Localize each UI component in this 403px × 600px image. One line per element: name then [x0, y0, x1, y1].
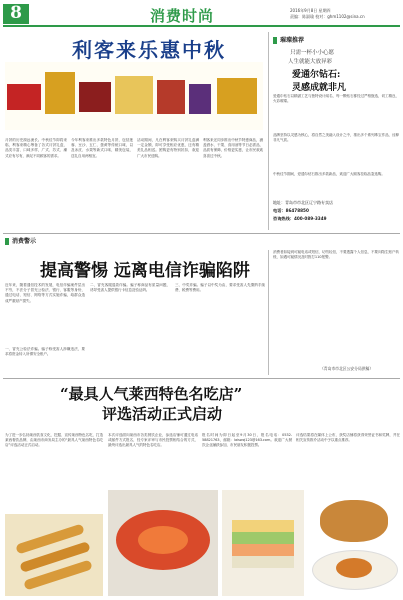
mooncake-box-4: [115, 76, 153, 114]
warning-tag-marker: [5, 238, 9, 245]
section-divider-1: [3, 233, 400, 234]
article2-column-divider: [268, 250, 269, 375]
right-contact-1: 地址：青岛市市北区辽宁路专卖店: [273, 200, 333, 205]
spring-rolls-photo: [5, 514, 103, 596]
right-para-3: 中秋佳节期间，爱通尔钻石推出多款新品，欢迎广大顾客莅临品鉴选购。: [273, 172, 385, 176]
fried-balls: [320, 500, 388, 542]
cake-layer-3: [232, 544, 294, 556]
mooncake-box-6: [189, 84, 211, 114]
article1-para-3: 活动期间，凡在利客来购买月饼礼盒满一定金额，即可享受相应优惠，还有精美礼品相送。团购更有特别折扣，欢迎广大市民选购。: [137, 138, 199, 158]
header-rule: [3, 25, 400, 27]
right-tag: 璀璨推荐: [280, 37, 305, 44]
right-column-divider: [268, 32, 269, 230]
article3-para-2: 本次评选面向莱西市各类餐饮企业，参选店铺可通过电话或邮件方式报名，经专家评审与市民投票相结合的方式，最终评选出最具人气的特色名吃店。: [108, 433, 198, 448]
shrimp-garnish: [138, 526, 188, 554]
fried-dish-garnish: [336, 558, 372, 578]
article2-para-1: 近年来，随着通信技术的发展，电信诈骗案件层出不穷，不法分子冒充公检法、银行、客服等身份，通过电话、短信、网络等方式实施诈骗，给群众造成严重财产损失。: [5, 283, 85, 303]
article2-para-5: 消费者如接到可疑电话或短信，切勿轻信，不要透露个人信息，不要向陌生账户转账，如遇可疑情况及时拨打110报警。: [273, 250, 399, 260]
cake-layer-1: [232, 520, 294, 532]
right-tag-marker: [273, 37, 277, 44]
section-title: 消费时尚: [150, 7, 215, 25]
article2-para-2: 一、冒充公检法诈骗。骗子称受害人涉嫌违法，要求将资金转入所谓安全账户。: [5, 347, 85, 357]
article1-para-2: 今年利客来推出多款特色月饼，包括莲蓉、豆沙、五仁、蛋黄等传统口味，以及冰皮、水果等新式口味，精美包装，送礼自用两相宜。: [71, 138, 133, 158]
right-headline-1: 爱通尔钻石:: [292, 70, 341, 80]
right-para-1: 爱通尔钻石以精湛工艺与独特设计闻名，每一颗钻石都经过严格甄选，切工精良，火彩璀璨。: [273, 94, 399, 104]
article1-para-4: 利客来还同步推出中秋节特惠商品，涵盖酒水、干果、食用油等节日必需品，品质有保障，价格更实惠，让市民欢欢喜喜过中秋。: [203, 138, 263, 158]
article3-para-4: 评选结果将在媒体上公布，获奖店铺将获得荣誉证书和奖牌，并在相关宣传推介活动中予以重点推荐。: [296, 433, 400, 443]
article2-source: （青岛市市北区公安分局供稿）: [320, 366, 374, 371]
header-editor: 责编：陈淑瑜 校对：ghm1102@sina.cn: [290, 14, 365, 19]
right-headline-2: 灵感成就非凡: [292, 83, 347, 93]
article3-headline-2: 评选活动正式启动: [102, 405, 223, 423]
article3-para-1: 为了进一步弘扬莱西饮食文化，挖掘、宣传莱西特色名吃，打造莱西餐饮品牌，由莱西市商务局主办的“最具人气莱西特色名吃店”评选活动正式启动。: [5, 433, 103, 448]
article2-para-4: 三、中奖诈骗。骗子以中奖为由，要求受害人先缴纳手续费、税费等费用。: [175, 283, 265, 293]
article3-para-3: 报名时间为即日起至9月30日，报名电话：0532-58821763，邮箱：laiswzj123@163.com。欢迎广大餐饮企业踊跃参加，市民朋友积极投票。: [202, 433, 292, 448]
right-contact-2: 电话：86478850: [273, 208, 309, 213]
mooncake-box-5: [157, 80, 185, 114]
mooncake-box-2: [45, 72, 75, 114]
article1-headline: 利客来乐惠中秋: [72, 38, 226, 62]
mooncake-box-1: [7, 84, 41, 110]
right-contact-3: 咨询热线：400-089-3349: [273, 216, 327, 221]
shrimp-dish-photo: [108, 490, 218, 596]
fried-dish-photo: [308, 490, 400, 596]
article3-headline-1: “最具人气莱西特色名吃店”: [60, 385, 243, 403]
mooncake-gifts-photo: [5, 62, 263, 130]
article2-headline: 提高警惕 远离电信诈骗陷阱: [40, 261, 250, 281]
page-number: 8: [10, 3, 22, 23]
right-slogan-2: 人生就能大放异彩: [288, 59, 333, 65]
right-para-2: 品牌坚持以灵感为核心，将自然之美融入设计之中，推出多个系列珠宝作品，诠释非凡气质。: [273, 133, 399, 143]
header-date: 2016年9月8日 星期四: [290, 8, 331, 13]
warning-tag: 消费警示: [12, 238, 37, 245]
mooncake-box-7: [217, 78, 257, 114]
right-slogan-1: 只需一杯小小心愿: [290, 50, 335, 56]
layered-cake-photo: [222, 490, 304, 596]
article2-para-3: 二、冒充客服退款诈骗。骗子称商品有质量问题，诱导受害人提供银行卡信息及验证码。: [90, 283, 170, 293]
section-divider-2: [3, 378, 400, 379]
mooncake-box-3: [79, 82, 111, 112]
article1-para-1: 月饼的历史源远流长。中秋佳节即将来临，利客来精心筹备了各式月饼礼盒，品类丰富、口味多样，广式、苏式、潮式应有尽有，满足不同顾客的需求。: [5, 138, 67, 158]
cake-layer-4: [232, 556, 294, 568]
cake-layer-2: [232, 532, 294, 544]
